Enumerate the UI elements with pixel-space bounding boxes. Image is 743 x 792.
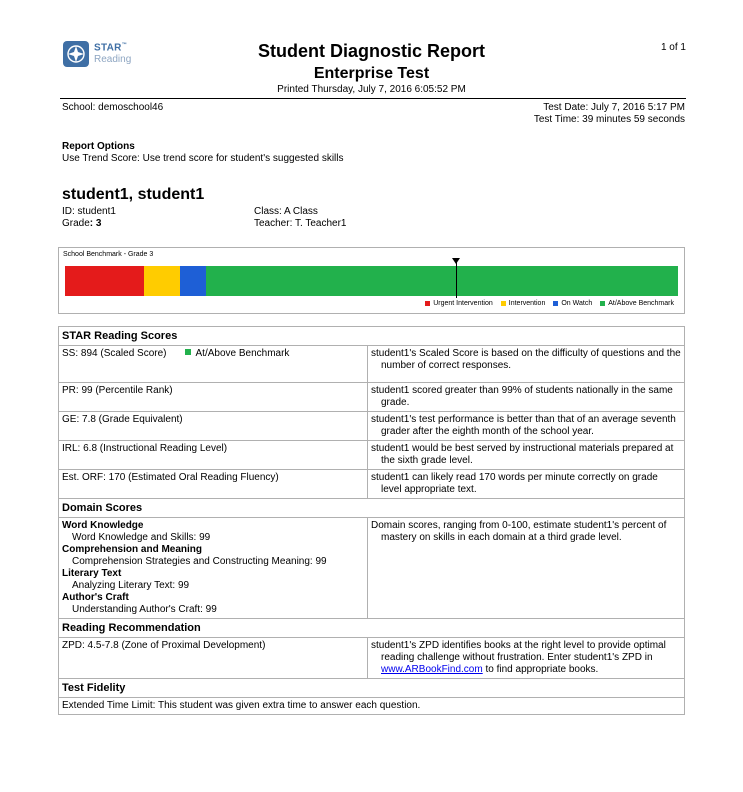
student-score-marker-icon	[452, 258, 460, 264]
score-description: student1 would be best served by instructional materials prepared at the sixth grade level.	[368, 441, 685, 470]
domain-detail: Comprehension Strategies and Constructing Meaning: 99	[72, 556, 327, 567]
table-row	[59, 383, 685, 412]
table-row	[59, 412, 685, 441]
benchmark-segment-intervention	[144, 266, 180, 296]
benchmark-flag: At/Above Benchmark	[185, 348, 290, 360]
domain-scores-heading: Domain Scores	[59, 499, 685, 518]
legend-item-urgent: Urgent Intervention	[425, 300, 493, 307]
table-row	[59, 698, 685, 715]
domain-description: Domain scores, ranging from 0-100, estimate student1's percent of mastery on skills in each domain at a third grade level.	[368, 518, 685, 619]
score-label: SS: 894 (Scaled Score) At/Above Benchmark	[59, 346, 368, 383]
score-description: student1's Scaled Score is based on the difficulty of questions and the number of correct responses.	[368, 346, 685, 383]
reading-recommendation-heading: Reading Recommendation	[59, 619, 685, 638]
student-name: student1, student1	[62, 186, 205, 203]
printed-timestamp: Printed Thursday, July 7, 2016 6:05:52 PM	[277, 84, 466, 95]
benchmark-segment-urgent	[65, 266, 144, 296]
test-time: Test Time: 39 minutes 59 seconds	[533, 114, 685, 125]
domain-list	[59, 518, 368, 619]
student-class: Class: A Class	[254, 206, 318, 217]
legend-item-at-above: At/Above Benchmark	[600, 300, 674, 307]
score-label: GE: 7.8 (Grade Equivalent)	[59, 412, 368, 441]
school-name: School: demoschool46	[62, 102, 164, 113]
student-score-marker-line	[456, 261, 457, 298]
zpd-description: student1's ZPD identifies books at the right level to provide optimal reading challenge without frustration. Enter student1's ZPD in www.ARBookFind.com to find appropriate books.	[368, 638, 685, 679]
benchmark-legend	[425, 300, 674, 307]
logo-star-text: STAR™	[94, 42, 127, 54]
report-title: Student Diagnostic Report	[257, 41, 485, 61]
test-fidelity-heading: Test Fidelity	[59, 679, 685, 698]
table-row	[59, 470, 685, 499]
scores-table	[58, 326, 685, 715]
legend-swatch-on-watch	[553, 301, 558, 306]
student-grade: Grade: 3	[62, 218, 102, 229]
benchmark-panel	[58, 247, 685, 314]
report-options-text: Use Trend Score: Use trend score for student's suggested skills	[62, 153, 344, 164]
logo-reading-text: Reading	[94, 54, 132, 65]
page-number: 1 of 1	[660, 42, 686, 53]
domain-detail: Analyzing Literary Text: 99	[72, 580, 190, 591]
score-description: student1 scored greater than 99% of students nationally in the same grade.	[368, 383, 685, 412]
legend-item-on-watch: On Watch	[553, 300, 592, 307]
report-subtitle: Enterprise Test	[313, 65, 430, 82]
star-reading-scores-heading: STAR Reading Scores	[59, 327, 685, 346]
table-row	[59, 346, 685, 383]
table-row	[59, 638, 685, 679]
benchmark-segment-at-above	[206, 266, 678, 296]
score-description: student1 can likely read 170 words per minute correctly on grade level appropriate text.	[368, 470, 685, 499]
legend-swatch-intervention	[501, 301, 506, 306]
legend-swatch-at-above	[600, 301, 605, 306]
domain-title: Word Knowledge	[62, 520, 144, 531]
domain-detail: Word Knowledge and Skills: 99	[72, 532, 211, 543]
test-fidelity-text: Extended Time Limit: This student was given extra time to answer each question.	[59, 698, 685, 715]
student-id: ID: student1	[62, 206, 116, 217]
benchmark-segment-on-watch	[180, 266, 206, 296]
score-label: PR: 99 (Percentile Rank)	[59, 383, 368, 412]
benchmark-label: School Benchmark - Grade 3	[63, 251, 154, 258]
score-description: student1's test performance is better than that of an average seventh grader after the eighth month of the school year.	[368, 412, 685, 441]
benchmark-flag-swatch	[185, 349, 191, 355]
zpd-label: ZPD: 4.5-7.8 (Zone of Proximal Development)	[59, 638, 368, 679]
report-options-heading: Report Options	[62, 141, 135, 152]
domain-title: Author's Craft	[62, 592, 129, 603]
domain-detail: Understanding Author's Craft: 99	[72, 604, 217, 615]
score-label: Est. ORF: 170 (Estimated Oral Reading Fluency)	[59, 470, 368, 499]
table-row	[59, 441, 685, 470]
legend-item-intervention: Intervention	[501, 300, 546, 307]
table-row	[59, 518, 685, 619]
test-date: Test Date: July 7, 2016 5:17 PM	[543, 102, 685, 113]
domain-title: Literary Text	[62, 568, 122, 579]
score-label: IRL: 6.8 (Instructional Reading Level)	[59, 441, 368, 470]
legend-swatch-urgent	[425, 301, 430, 306]
header-divider	[60, 98, 686, 99]
domain-title: Comprehension and Meaning	[62, 544, 203, 555]
student-teacher: Teacher: T. Teacher1	[254, 218, 347, 229]
arbookfind-link[interactable]: www.ARBookFind.com	[381, 664, 483, 675]
